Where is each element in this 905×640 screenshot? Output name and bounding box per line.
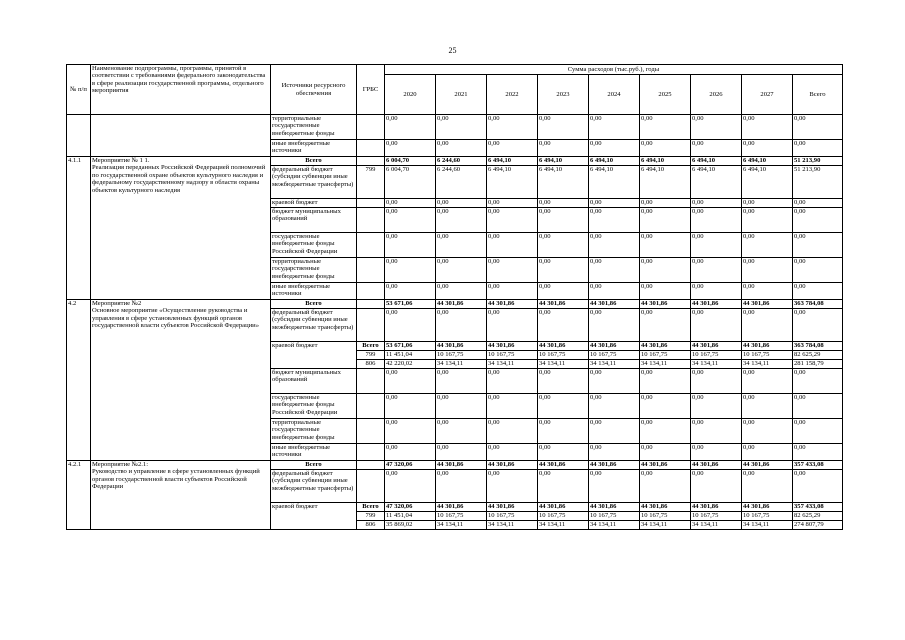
item-title: Мероприятие № 1 1. xyxy=(92,157,150,164)
year-cell: 2021 xyxy=(436,75,487,115)
table-row: федеральный бюджет (субсидии субвенции иные межбюджетные трансферты) 799 6 004,70 6 244,60 6 494,10 6 494,10 6 494,10 6 494,10 6 494,10 6 494,10 51 213,90 xyxy=(67,166,843,199)
source-label: бюджет муниципальных образований xyxy=(271,208,357,233)
table-row: 4.2.1 Мероприятие №2.1: Руководство и управление в сфере установленных функций органов государственной власти субъектов Российской Федерации Всего 47 320,06 44 301,86 44 301,86 44 301,86 44 301,86 44 301,86 44 301,86 44 301,86 357 433,08 xyxy=(67,461,843,470)
source-total: Всего xyxy=(271,461,357,470)
grbs-total: Всего xyxy=(357,342,385,351)
year-cell: 2024 xyxy=(589,75,640,115)
table-row: 806 42 220,02 34 134,11 34 134,11 34 134,11 34 134,11 34 134,11 34 134,11 34 134,11 281 158,79 xyxy=(67,360,843,369)
source-label: федеральный бюджет (субсидии субвенции иные межбюджетные трансферты) xyxy=(271,166,357,199)
year-cell: 2027 xyxy=(742,75,793,115)
table-row: краевой бюджет Всего 47 320,06 44 301,86 44 301,86 44 301,86 44 301,86 44 301,86 44 301,86 44 301,86 357 433,08 xyxy=(67,503,843,512)
item-title-cell xyxy=(91,300,271,461)
source-label: государственные внебюджетные фонды Российской Федерации xyxy=(271,394,357,419)
source-label: федеральный бюджет (субсидии субвенции иные межбюджетные трансферты) xyxy=(271,470,357,503)
table-row: иные внебюджетные источники 0,00 0,00 0,00 0,00 0,00 0,00 0,00 0,00 0,00 xyxy=(67,283,843,300)
header-row xyxy=(67,65,843,75)
source-total: Всего xyxy=(271,157,357,166)
table-row: территориальные государственные внебюджетные фонды 0,00 0,00 0,00 0,00 0,00 0,00 0,00 0,00 0,00 xyxy=(67,115,843,140)
table-row: краевой бюджет 0,00 0,00 0,00 0,00 0,00 0,00 0,00 0,00 0,00 xyxy=(67,199,843,208)
table-row: государственные внебюджетные фонды Российской Федерации 0,00 0,00 0,00 0,00 0,00 0,00 0,00 0,00 0,00 xyxy=(67,233,843,258)
header-sum-title: Сумма расходов (тыс.руб.), годы xyxy=(385,65,843,75)
source-label: территориальные государственные внебюджетные фонды xyxy=(271,115,357,140)
expenditure-table xyxy=(66,64,843,530)
year-cell: 2022 xyxy=(487,75,538,115)
source-label: территориальные государственные внебюджетные фонды xyxy=(271,258,357,283)
header-name: Наименование подпрограммы, программы, принятой в соответствии с требованиями федерального законодательства в сфере реализации государственной программы, отдельного мероприятия xyxy=(91,65,271,115)
table-row: краевой бюджет Всего 53 671,06 44 301,86 44 301,86 44 301,86 44 301,86 44 301,86 44 301,86 44 301,86 363 784,08 xyxy=(67,342,843,351)
year-cell: Всего xyxy=(793,75,843,115)
table-row: 799 11 451,04 10 167,75 10 167,75 10 167,75 10 167,75 10 167,75 10 167,75 10 167,75 82 625,29 xyxy=(67,512,843,521)
table-row: федеральный бюджет (субсидии субвенции иные межбюджетные трансферты) 0,00 0,00 0,00 0,00 0,00 0,00 0,00 0,00 0,00 xyxy=(67,470,843,503)
source-total: Всего xyxy=(271,300,357,309)
grbs-code: 806 xyxy=(357,521,385,530)
table-row: иные внебюджетные источники 0,00 0,00 0,00 0,00 0,00 0,00 0,00 0,00 0,00 xyxy=(67,140,843,157)
item-title: Мероприятие №2 xyxy=(92,300,142,307)
year-cell: 2020 xyxy=(385,75,436,115)
item-description: Руководство и управление в сфере установленных функций органов государственной власти субъектов Российской Федерации xyxy=(92,468,260,491)
source-label: краевой бюджет xyxy=(271,199,357,208)
source-label: федеральный бюджет (субсидии субвенции иные межбюджетные трансферты) xyxy=(271,309,357,342)
item-title: Мероприятие №2.1: xyxy=(92,461,149,468)
table-row: 4.2 Мероприятие №2 Основное мероприятие «Осуществление руководства и управления в сфере установленных функций органов государственной власти субъектов Российской Федерации» Всего 53 671,06 44 301,86 44 301,86 44 301,86 44 301,86 44 301,86 44 301,86 44 301,86 363 784,08 xyxy=(67,300,843,309)
table-row: территориальные государственные внебюджетные фонды 0,00 0,00 0,00 0,00 0,00 0,00 0,00 0,00 0,00 xyxy=(67,419,843,444)
source-label: иные внебюджетные источники xyxy=(271,140,357,157)
table-row: 4.1.1 Мероприятие № 1 1. Реализация переданных Российской Федерацией полномочий по государственной охране объектов культурного наследия и федеральному государственному надзору в области охраны объектов культурного наследия Всего 6 004,70 6 244,60 6 494,10 6 494,10 6 494,10 6 494,10 6 494,10 6 494,10 51 213,90 xyxy=(67,157,843,166)
item-number: 4.2.1 xyxy=(67,461,91,530)
grbs-total: Всего xyxy=(357,503,385,512)
source-label: территориальные государственные внебюджетные фонды xyxy=(271,419,357,444)
table-row: бюджет муниципальных образований 0,00 0,00 0,00 0,00 0,00 0,00 0,00 0,00 0,00 xyxy=(67,369,843,394)
source-label: бюджет муниципальных образований xyxy=(271,369,357,394)
source-label: государственные внебюджетные фонды Российской Федерации xyxy=(271,233,357,258)
grbs-code: 799 xyxy=(357,512,385,521)
table-row: 806 35 869,02 34 134,11 34 134,11 34 134,11 34 134,11 34 134,11 34 134,11 34 134,11 274 807,79 xyxy=(67,521,843,530)
source-label: иные внебюджетные источники xyxy=(271,444,357,461)
year-cell: 2023 xyxy=(538,75,589,115)
year-cell: 2026 xyxy=(691,75,742,115)
header-num: № п/п xyxy=(67,65,91,115)
item-title-cell xyxy=(91,461,271,530)
source-label: краевой бюджет xyxy=(271,342,357,369)
header-source: Источники ресурсного обеспечения xyxy=(271,65,357,115)
source-label: краевой бюджет xyxy=(271,503,357,530)
table-row: бюджет муниципальных образований 0,00 0,00 0,00 0,00 0,00 0,00 0,00 0,00 0,00 xyxy=(67,208,843,233)
item-description: Основное мероприятие «Осуществление руководства и управления в сфере установленных функций органов государственной власти субъектов Российской Федерации» xyxy=(92,307,259,330)
item-number: 4.2 xyxy=(67,300,91,461)
source-label: иные внебюджетные источники xyxy=(271,283,357,300)
item-description: Реализация переданных Российской Федерацией полномочий по государственной охране объектов культурного наследия и федеральному государственному надзору в области охраны объектов культурного наследия xyxy=(92,164,266,194)
item-title-cell xyxy=(91,157,271,300)
grbs-code: 806 xyxy=(357,360,385,369)
table-row: государственные внебюджетные фонды Российской Федерации 0,00 0,00 0,00 0,00 0,00 0,00 0,00 0,00 0,00 xyxy=(67,394,843,419)
table-row: 799 11 451,04 10 167,75 10 167,75 10 167,75 10 167,75 10 167,75 10 167,75 10 167,75 82 625,29 xyxy=(67,351,843,360)
grbs-code: 799 xyxy=(357,166,385,199)
table-row: территориальные государственные внебюджетные фонды 0,00 0,00 0,00 0,00 0,00 0,00 0,00 0,00 0,00 xyxy=(67,258,843,283)
grbs-code: 799 xyxy=(357,351,385,360)
year-cell: 2025 xyxy=(640,75,691,115)
table-row: федеральный бюджет (субсидии субвенции иные межбюджетные трансферты) 0,00 0,00 0,00 0,00 0,00 0,00 0,00 0,00 0,00 xyxy=(67,309,843,342)
header-grbs: ГРБС xyxy=(357,65,385,115)
table-row: иные внебюджетные источники 0,00 0,00 0,00 0,00 0,00 0,00 0,00 0,00 0,00 xyxy=(67,444,843,461)
item-number: 4.1.1 xyxy=(67,157,91,300)
page-number: 25 xyxy=(448,46,457,55)
